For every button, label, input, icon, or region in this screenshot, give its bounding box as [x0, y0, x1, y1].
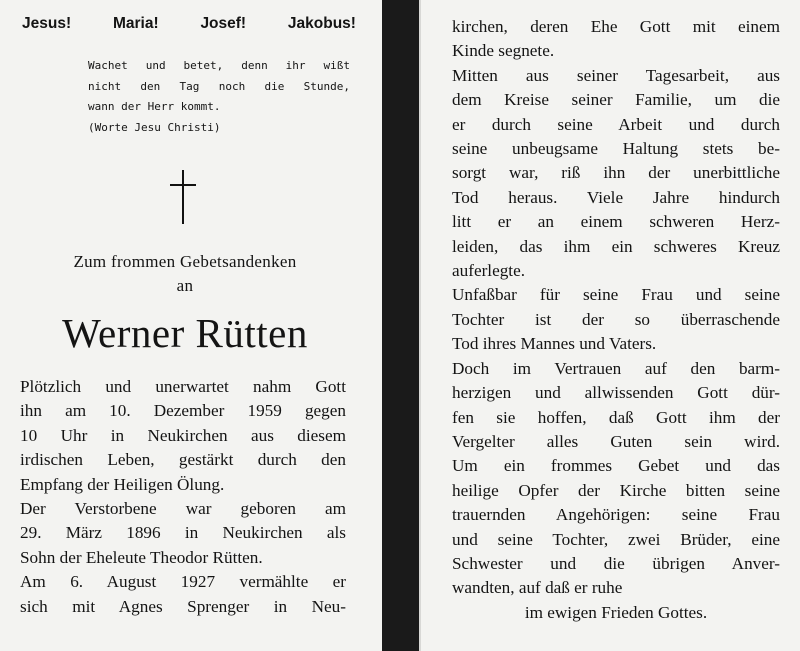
- memorial-line-1: Zum frommen Gebetsandenken: [73, 252, 297, 271]
- text-line: dem Kreise seiner Familie, um die: [452, 90, 780, 110]
- text-line: Vergelter alles Guten sein wird.: [452, 431, 780, 451]
- text-line: wandten, auf daß er ruhe: [452, 578, 623, 598]
- text-line: Doch im Vertrauen auf den barm-: [452, 358, 780, 378]
- right-page: [419, 0, 800, 651]
- left-body-text: [20, 375, 346, 619]
- invocation-jesus: Jesus!: [22, 15, 72, 32]
- invocation-josef: Josef!: [200, 15, 247, 32]
- text-line: leiden, das ihm ein schweres Kreuz: [452, 236, 780, 256]
- text-line: er durch seine Arbeit und durch: [452, 114, 780, 134]
- text-line: 29. März 1896 in Neukirchen als: [20, 523, 346, 543]
- text-line: heilige Opfer der Kirche bitten seine: [452, 480, 780, 500]
- page-edge: [419, 0, 421, 651]
- text-line: fen sie hoffen, daß Gott ihm der: [452, 407, 780, 427]
- text-line: auferlegte.: [452, 261, 525, 281]
- text-line: Kinde segnete.: [452, 41, 555, 61]
- text-line: Unfaßbar für seine Frau und seine: [452, 285, 780, 305]
- text-line: Tod ihres Mannes und Vaters.: [452, 334, 657, 354]
- text-line: seine unbeugsame Haltung stets be-: [452, 139, 780, 159]
- right-body-text: [452, 15, 780, 625]
- text-line: 10 Uhr in Neukirchen aus diesem: [20, 425, 346, 445]
- text-line: trauernden Angehörigen: seine Frau: [452, 505, 780, 525]
- left-page: [0, 0, 382, 651]
- text-line: herzigen und allwissenden Gott dür-: [452, 383, 780, 403]
- text-line: Sohn der Eheleute Theodor Rütten.: [20, 547, 263, 567]
- verse-line: Wachet und betet, denn ihr wißt: [88, 59, 350, 72]
- verse-line: nicht den Tag noch die Stunde,: [88, 79, 350, 93]
- text-line: und seine Tochter, zwei Brüder, eine: [452, 529, 780, 549]
- invocation-maria: Maria!: [112, 15, 159, 32]
- text-line: Mitten aus seiner Tagesarbeit, aus: [452, 65, 780, 85]
- text-line: Um ein frommes Gebet und das: [452, 456, 780, 476]
- text-line: Tochter ist der so überraschende: [452, 309, 780, 329]
- text-line: Empfang der Heiligen Ölung.: [20, 474, 225, 494]
- text-line: Plötzlich und unerwartet nahm Gott: [20, 377, 346, 396]
- text-line: im ewigen Frieden Gottes.: [524, 602, 708, 622]
- text-line: Am 6. August 1927 vermählte er: [20, 572, 346, 592]
- scripture-verse: [88, 56, 350, 138]
- text-line: sich mit Agnes Sprenger in Neu-: [20, 596, 346, 616]
- verse-attribution: (Worte Jesu Christi): [88, 120, 221, 134]
- memorial-line-2: an: [176, 276, 194, 295]
- invocation-header: [22, 15, 356, 33]
- cross-icon: [170, 170, 196, 224]
- verse-line: wann der Herr kommt.: [88, 100, 221, 113]
- text-line: irdischen Leben, gestärkt durch den: [20, 450, 346, 470]
- deceased-name: Werner Rütten: [62, 310, 308, 356]
- invocation-jakobus: Jakobus!: [287, 15, 356, 32]
- text-line: Der Verstorbene war geboren am: [20, 499, 346, 519]
- memorial-heading: [20, 250, 350, 298]
- text-line: Tod heraus. Viele Jahre hindurch: [452, 187, 780, 207]
- text-line: Schwester und die übrigen Anver-: [452, 553, 780, 573]
- text-line: litt er an einem schweren Herz-: [452, 212, 780, 232]
- text-line: ihn am 10. Dezember 1959 gegen: [20, 401, 346, 421]
- text-line: sorgt war, riß ihn der unerbittliche: [452, 163, 780, 183]
- text-line: kirchen, deren Ehe Gott mit einem: [452, 17, 780, 36]
